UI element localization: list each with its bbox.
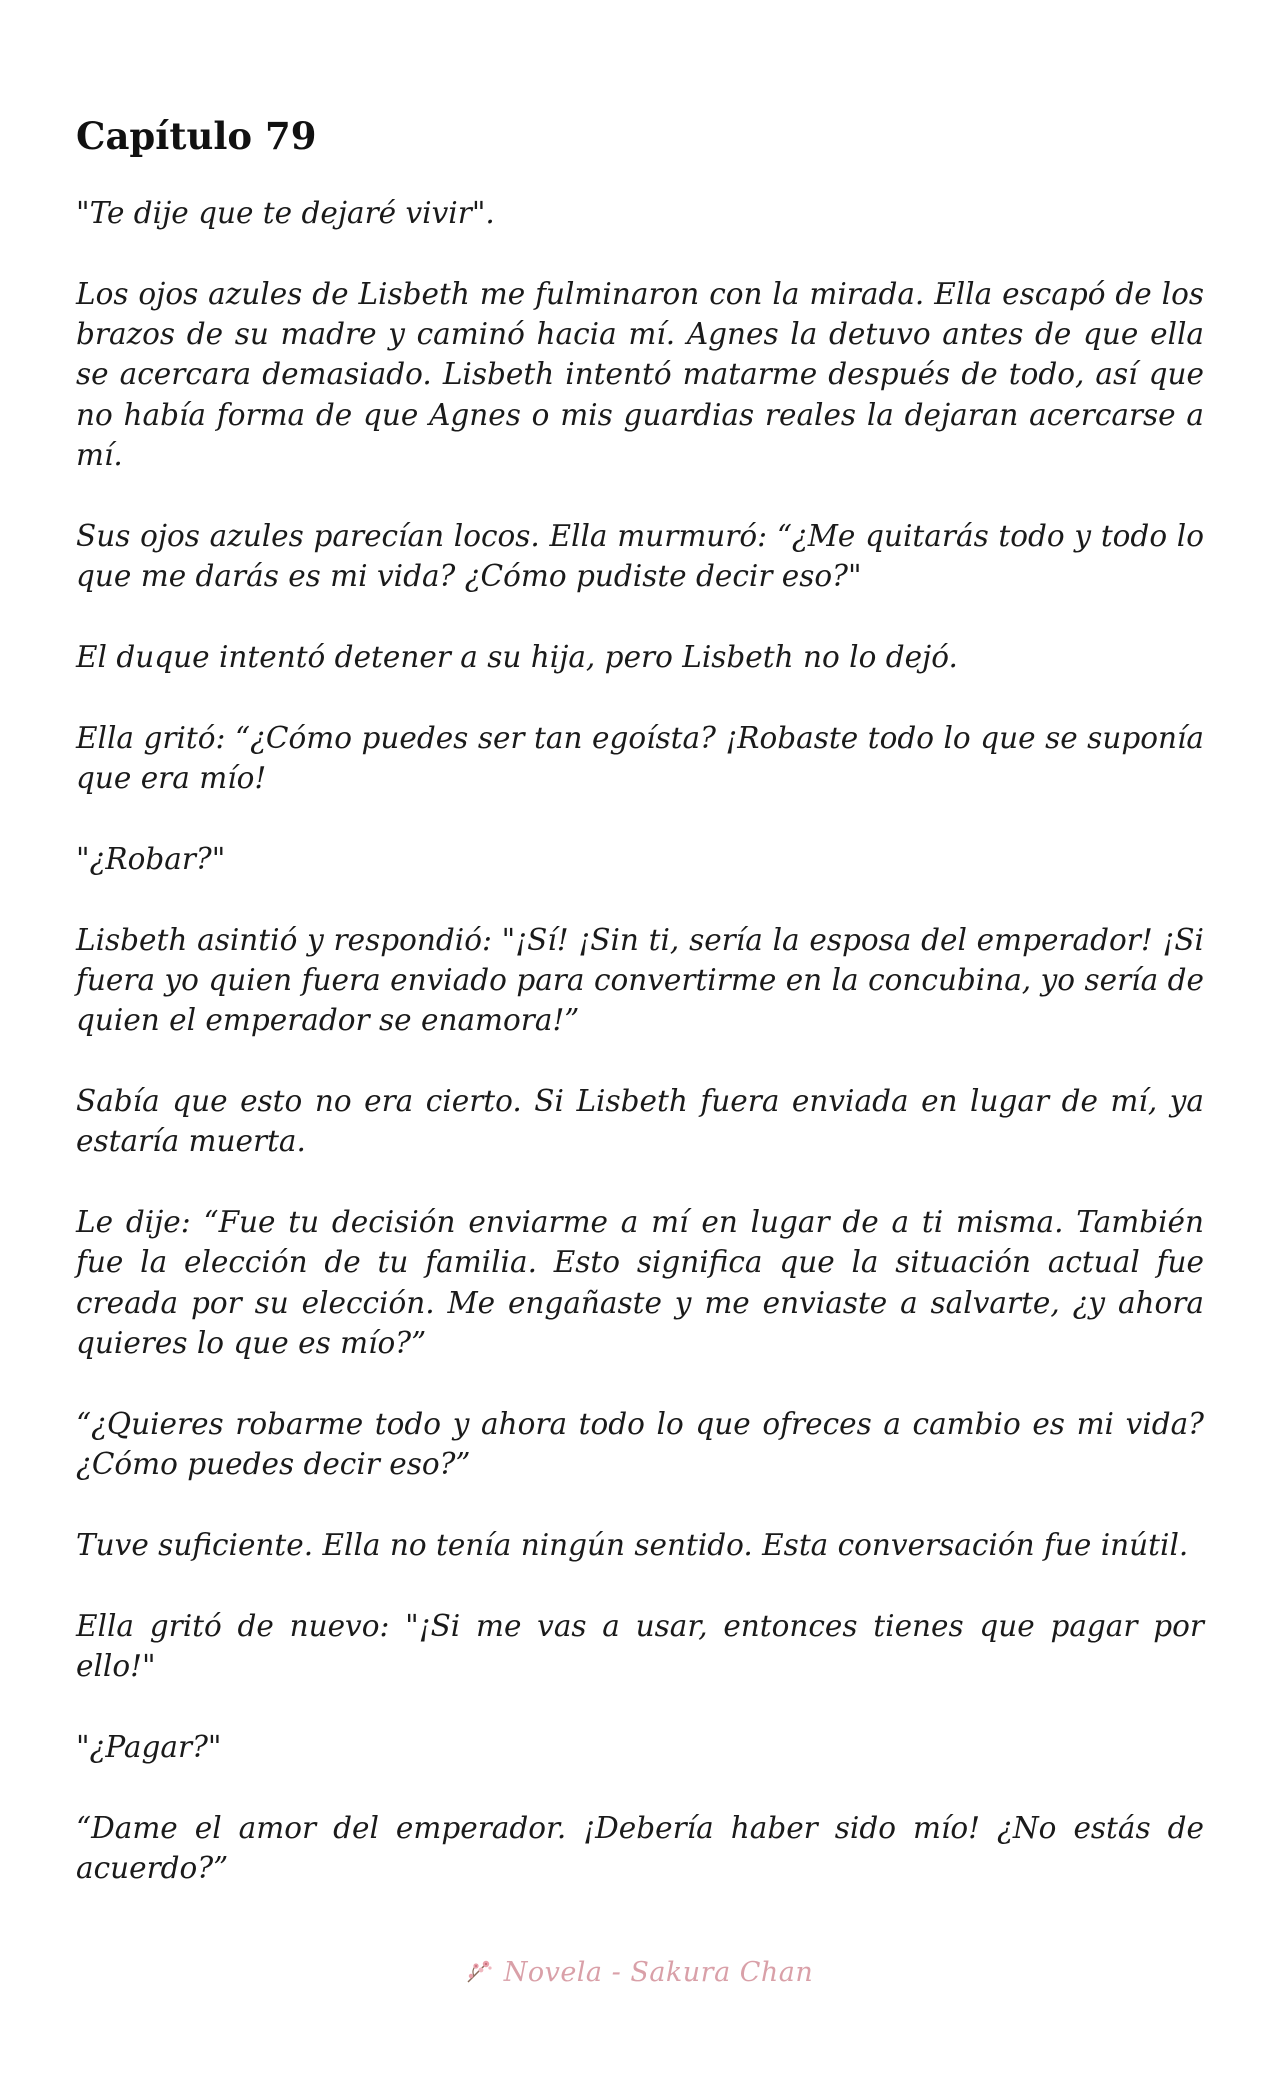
watermark-footer: [0, 1956, 1275, 1993]
paragraph: Sus ojos azules parecían locos. Ella murmuró: “¿Me quitarás todo y todo lo que me darás es mi vida? ¿Cómo pudiste decir eso?": [76, 518, 1204, 594]
paragraph: Sabía que esto no era cierto. Si Lisbeth fuera enviada en lugar de mí, ya estaría muerta.: [76, 1083, 1204, 1159]
paragraph: “Dame el amor del emperador. ¡Debería haber sido mío! ¿No estás de acuerdo?”: [76, 1810, 1204, 1885]
paragraph: Lisbeth asintió y respondió: "¡Sí! ¡Sin ti, sería la esposa del emperador! ¡Si fuera yo quien fuera enviado para convertirme en la concubina, yo sería de quien el emperador se enamora!”: [76, 922, 1204, 1038]
sakura-blossom-icon: [462, 1956, 496, 1988]
paragraph: El duque intentó detener a su hija, pero Lisbeth no lo dejó.: [76, 639, 958, 674]
paragraph: "Te dije que te dejaré vivir".: [76, 196, 495, 230]
watermark: [462, 1956, 814, 1988]
chapter-title: Capítulo 79: [76, 114, 317, 158]
paragraph: “¿Quieres robarme todo y ahora todo lo que ofreces a cambio es mi vida? ¿Cómo puedes decir eso?”: [76, 1406, 1204, 1482]
paragraph: "¿Pagar?": [76, 1729, 222, 1764]
paragraph: Le dije: “Fue tu decisión enviarme a mí en lugar de a ti misma. También fue la elección de tu familia. Esto significa que la situación actual fue creada por su elección. Me engañaste y me enviaste a salvarte, ¿y ahora quieres lo que es mío?”: [76, 1205, 1204, 1360]
watermark-text: Novela - Sakura Chan: [503, 1956, 814, 1988]
paragraph: Tuve suficiente. Ella no tenía ningún sentido. Esta conversación fue inútil.: [76, 1527, 1189, 1562]
paragraph: Ella gritó: “¿Cómo puedes ser tan egoísta? ¡Robaste todo lo que se suponía que era mío!: [76, 720, 1204, 795]
paragraph: "¿Robar?": [76, 841, 226, 876]
paragraph: Los ojos azules de Lisbeth me fulminaron con la mirada. Ella escapó de los brazos de su madre y caminó hacia mí. Agnes la detuvo antes de que ella se acercara demasiado. Lisbeth intentó matarme después de todo, así que no había forma de que Agnes o mis guardias reales la dejaran acercarse a mí.: [76, 276, 1204, 472]
chapter-page: [76, 112, 1204, 1929]
paragraph: Ella gritó de nuevo: "¡Si me vas a usar, entonces tienes que pagar por ello!": [76, 1608, 1204, 1683]
